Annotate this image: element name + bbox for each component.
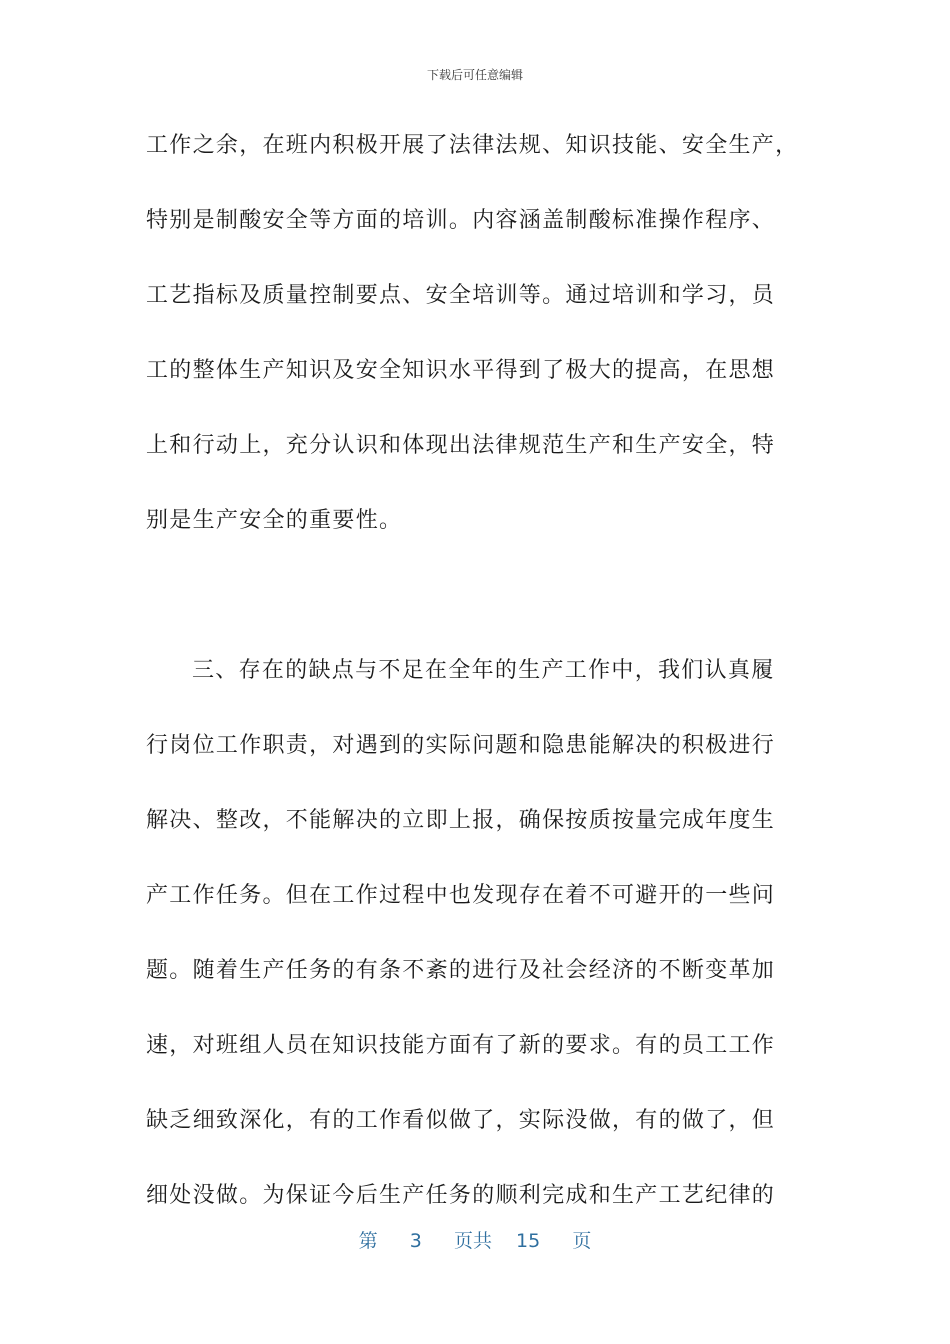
text-line-11: 题。随着生产任务的有条不紊的进行及社会经济的不断变革加 — [146, 958, 776, 983]
text-line-12: 速，对班组人员在知识技能方面有了新的要求。有的员工工作 — [146, 1033, 776, 1058]
body-text — [146, 128, 806, 1253]
text-line-3: 工艺指标及质量控制要点、安全培训等。通过培训和学习，员 — [146, 283, 776, 308]
text-line-5: 上和行动上，充分认识和体现出法律规范生产和生产安全，特 — [146, 433, 776, 458]
text-line-8: 行岗位工作职责，对遇到的实际问题和隐患能解决的积极进行 — [146, 733, 776, 758]
text-line-14: 细处没做。为保证今后生产任务的顺利完成和生产工艺纪律的 — [146, 1183, 776, 1208]
text-line-2: 特别是制酸安全等方面的培训。内容涵盖制酸标准操作程序、 — [146, 208, 776, 233]
text-line-1: 工作之余，在班内积极开展了法律法规、知识技能、安全生产， — [146, 133, 799, 158]
text-line-4: 工的整体生产知识及安全知识水平得到了极大的提高，在思想 — [146, 358, 776, 383]
footer-suffix: 页 — [572, 1230, 592, 1252]
text-line-13: 缺乏细致深化，有的工作看似做了，实际没做，有的做了，但 — [146, 1108, 776, 1133]
footer-middle: 页共 — [453, 1230, 492, 1252]
page-header: 下载后可任意编辑 — [426, 68, 523, 82]
text-line-9: 解决、整改，不能解决的立即上报，确保按质按量完成年度生 — [146, 808, 776, 833]
text-line-7: 三、存在的缺点与不足在全年的生产工作中，我们认真履 — [192, 658, 775, 683]
paragraph-gap — [146, 578, 806, 653]
footer-total-pages: 15 — [516, 1230, 541, 1252]
page-footer — [0, 1226, 950, 1253]
footer-current-page: 3 — [409, 1230, 422, 1252]
footer-prefix: 第 — [358, 1230, 378, 1252]
text-line-10: 产工作任务。但在工作过程中也发现存在着不可避开的一些问 — [146, 883, 776, 908]
text-line-6: 别是生产安全的重要性。 — [146, 508, 403, 533]
